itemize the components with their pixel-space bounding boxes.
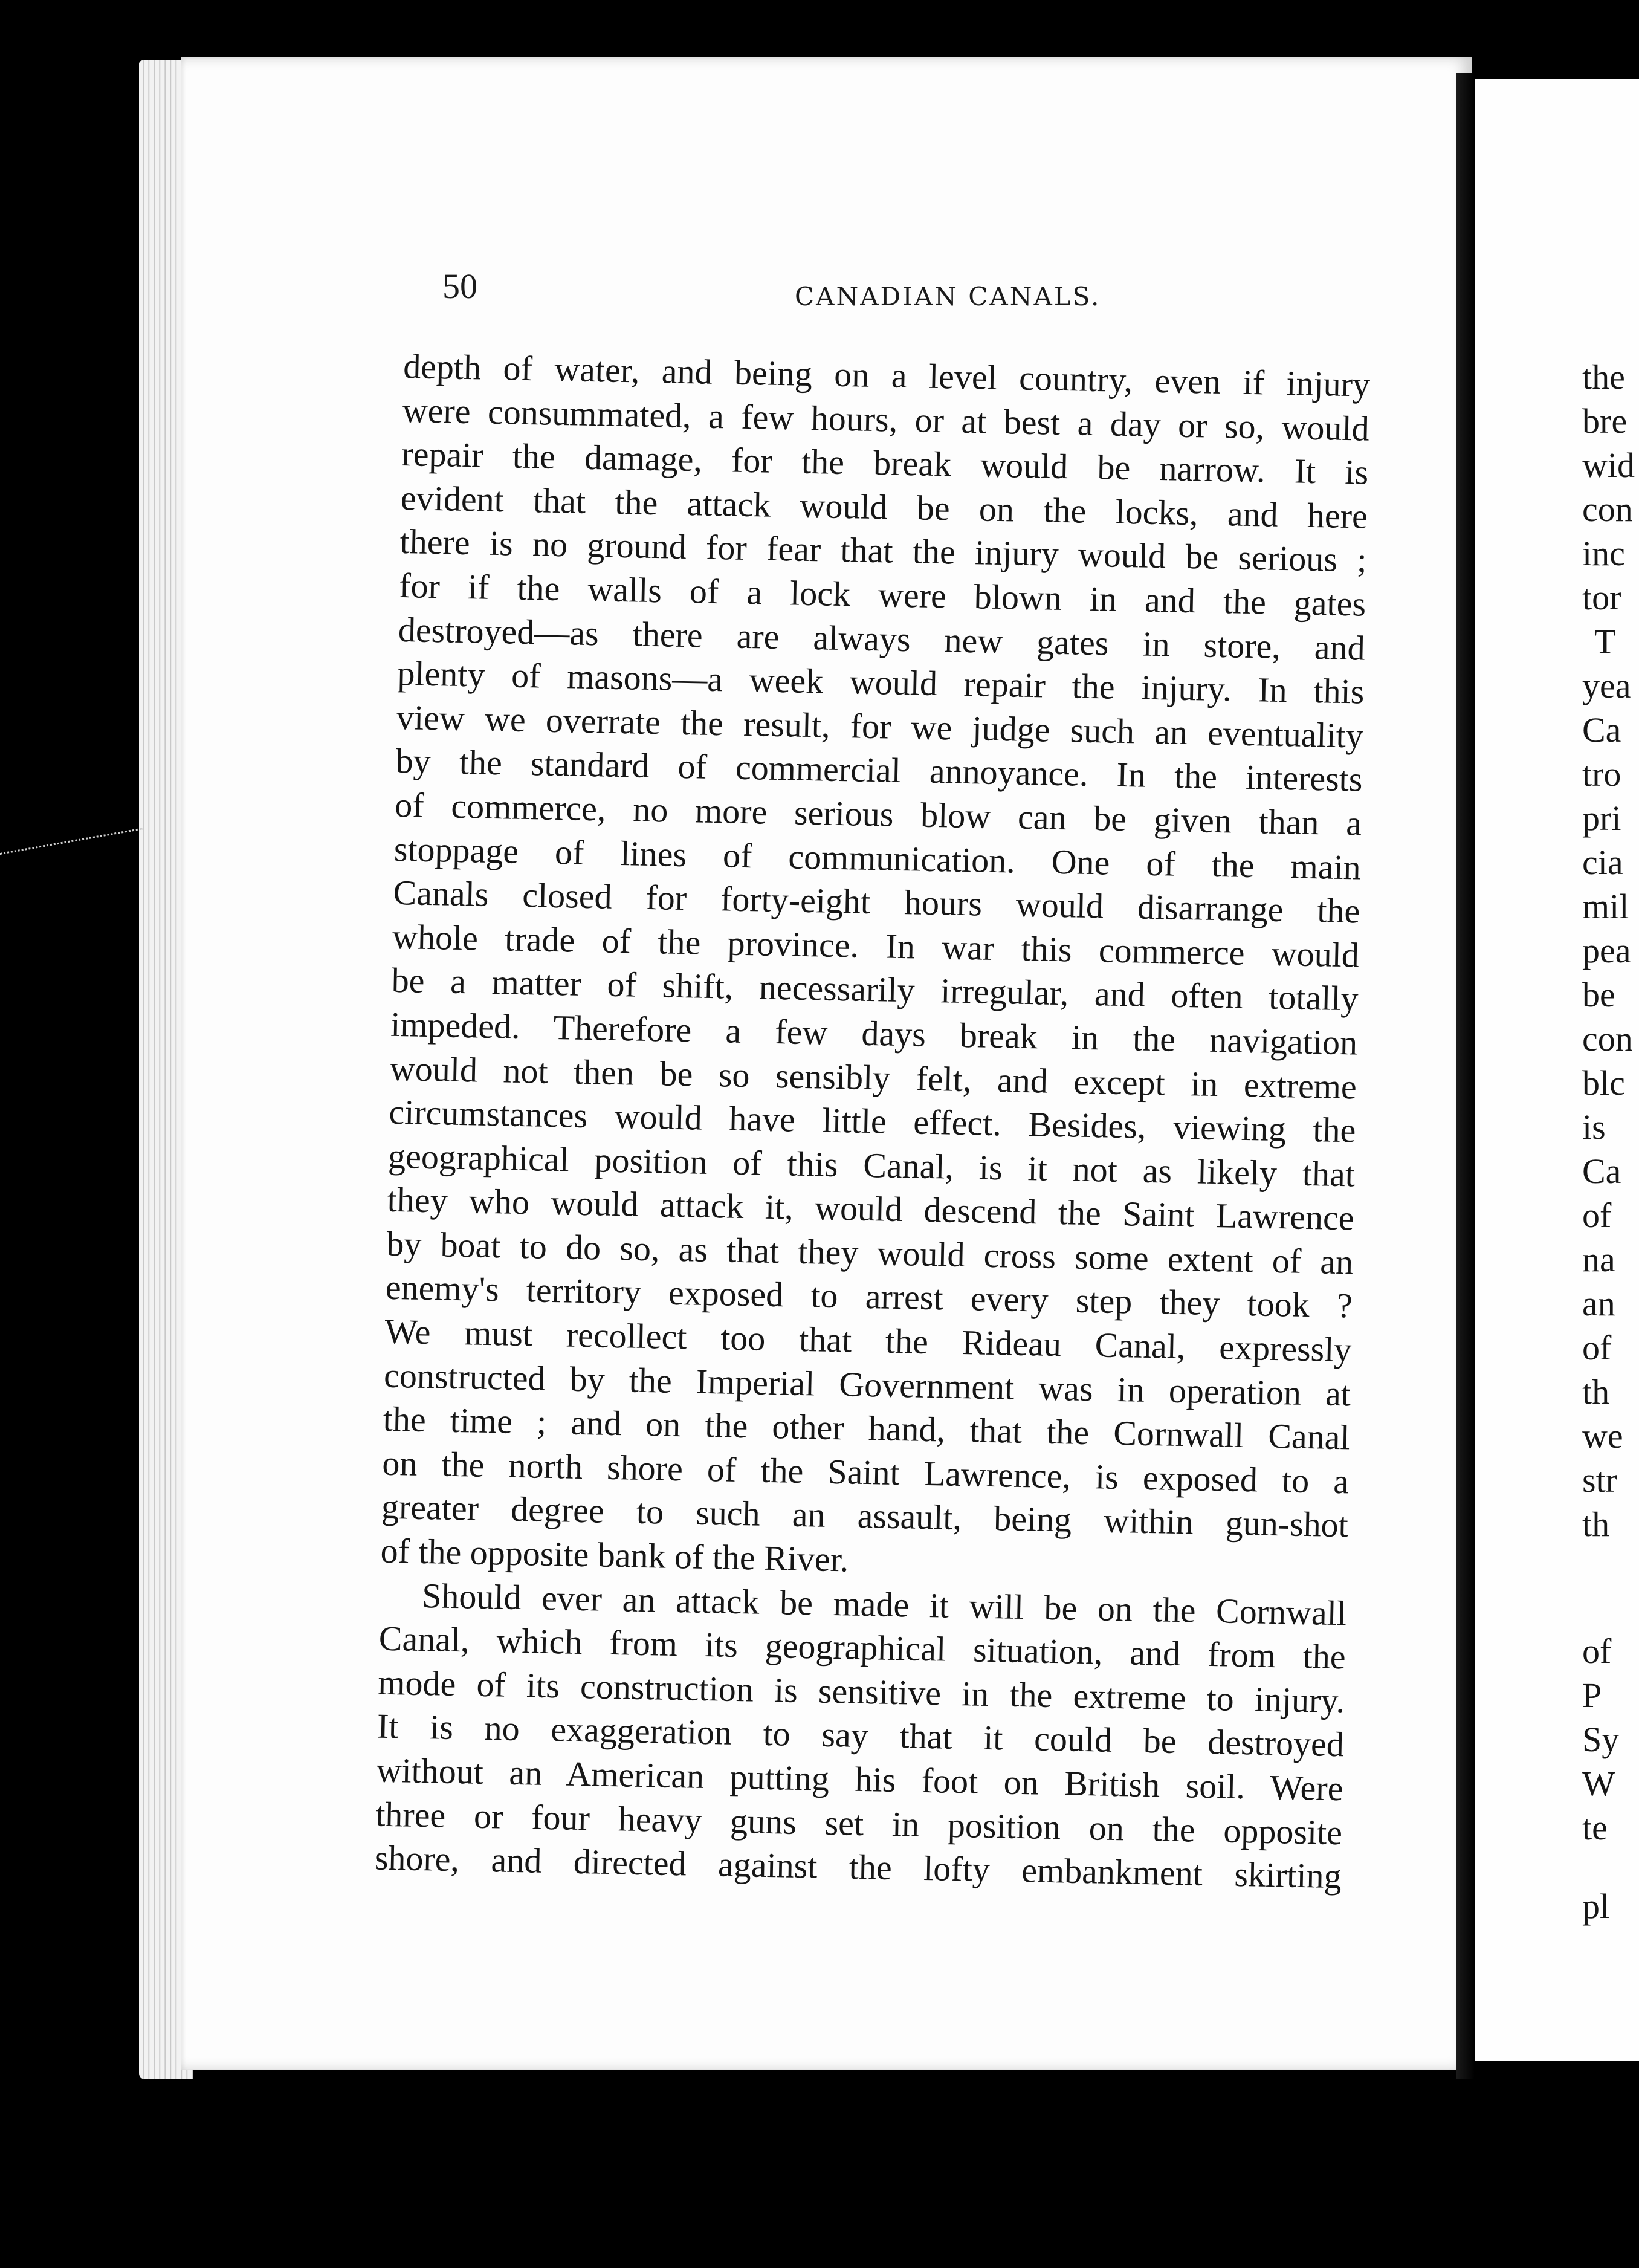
text-line: for if the walls of a lock were blown in and the gates bbox=[398, 565, 1366, 624]
text-line: constructed by the Imperial Government was in operation at bbox=[383, 1355, 1351, 1414]
facing-fragment: mil bbox=[1582, 887, 1629, 926]
facing-fragment: of bbox=[1582, 1196, 1612, 1235]
facing-fragment: inc bbox=[1582, 534, 1625, 573]
text-line: were consummated, a few hours, or at best a day or so, would bbox=[402, 390, 1370, 449]
text-line: repair the damage, for the break would be narrow. It is bbox=[401, 434, 1369, 492]
text-line: plenty of masons—a week would repair the injury. In this bbox=[396, 653, 1365, 711]
body-text bbox=[374, 345, 1370, 1899]
facing-fragment: T bbox=[1594, 622, 1616, 661]
facing-fragment: we bbox=[1582, 1416, 1623, 1456]
text-line: destroyed—as there are always new gates in store, and bbox=[398, 609, 1366, 668]
text-line: they who would attack it, would descend the Saint Lawrence bbox=[387, 1180, 1355, 1238]
text-line: on the north shore of the Saint Lawrence, is exposed to a bbox=[381, 1443, 1350, 1502]
facing-fragment: tro bbox=[1582, 754, 1621, 794]
text-line: there is no ground for fear that the injury would be serious ; bbox=[399, 522, 1368, 580]
facing-fragment: blc bbox=[1582, 1063, 1625, 1103]
facing-fragment: th bbox=[1582, 1372, 1610, 1411]
text-line: by the standard of commercial annoyance. In the interests bbox=[395, 741, 1363, 799]
text-line: Canal, which from its geographical situation, and from the bbox=[378, 1618, 1346, 1677]
running-title bbox=[441, 282, 1408, 311]
facing-fragment: na bbox=[1582, 1240, 1615, 1279]
facing-fragment: tor bbox=[1582, 578, 1621, 617]
facing-fragment: of bbox=[1582, 1631, 1612, 1671]
text-line: would not then be so sensibly felt, and except in extreme bbox=[389, 1048, 1357, 1106]
text-line: Should ever an attack be made it will be on the Cornwall bbox=[421, 1575, 1347, 1633]
facing-fragment: Sy bbox=[1582, 1720, 1620, 1759]
text-line: of commerce, no more serious blow can be given than a bbox=[394, 785, 1362, 843]
facing-fragment: W bbox=[1582, 1764, 1615, 1803]
text-line: stoppage of lines of communication. One of the main bbox=[393, 829, 1362, 887]
facing-fragment: pri bbox=[1582, 799, 1621, 838]
text-line: geographical position of this Canal, is it not as likely that bbox=[387, 1136, 1356, 1194]
text-line: circumstances would have little effect. Besides, viewing the bbox=[389, 1092, 1356, 1150]
facing-fragment: Ca bbox=[1582, 710, 1621, 750]
facing-fragment: pea bbox=[1582, 931, 1631, 970]
facing-fragment: the bbox=[1582, 357, 1625, 397]
facing-fragment: Ca bbox=[1582, 1152, 1621, 1191]
book-gutter bbox=[1456, 73, 1475, 2079]
facing-fragment: str bbox=[1582, 1460, 1617, 1500]
facing-fragment: cia bbox=[1582, 843, 1623, 882]
facing-fragment: an bbox=[1582, 1284, 1615, 1323]
text-line: enemy's territory exposed to arrest every step they took ? bbox=[385, 1268, 1353, 1326]
facing-fragment: be bbox=[1582, 975, 1615, 1014]
text-line: greater degree to such an assault, being within gun-shot bbox=[381, 1487, 1349, 1545]
text-line: without an American putting his foot on British soil. Were bbox=[376, 1750, 1344, 1809]
facing-fragment: con bbox=[1582, 490, 1633, 529]
text-line: by boat to do so, as that they would cross some extent of an bbox=[386, 1223, 1354, 1282]
facing-fragment: te bbox=[1582, 1808, 1608, 1847]
text-line: three or four heavy guns set in position on the opposite bbox=[375, 1794, 1343, 1852]
facing-fragment: is bbox=[1582, 1107, 1606, 1147]
text-line: Canals closed for forty-eight hours would disarrange the bbox=[392, 872, 1360, 931]
text-line: whole trade of the province. In war this commerce would bbox=[392, 916, 1360, 975]
text-line: evident that the attack would be on the locks, and here bbox=[400, 478, 1368, 536]
facing-fragment: pl bbox=[1582, 1887, 1610, 1926]
facing-fragment: yea bbox=[1582, 666, 1631, 705]
text-line: of the opposite bank of the River. bbox=[380, 1531, 849, 1580]
text-line: shore, and directed against the lofty embankment skirting bbox=[374, 1838, 1342, 1896]
text-line: mode of its construction is sensitive in the extreme to injury. bbox=[377, 1662, 1345, 1721]
text-line: the time ; and on the other hand, that the Cornwall Canal bbox=[383, 1399, 1351, 1457]
facing-fragment: of bbox=[1582, 1328, 1612, 1367]
scan-artifact bbox=[0, 828, 146, 872]
text-line: impeded. Therefore a few days break in the navigation bbox=[390, 1004, 1358, 1063]
facing-fragment: P bbox=[1582, 1676, 1602, 1715]
facing-fragment: con bbox=[1582, 1019, 1633, 1058]
text-line: be a matter of shift, necessarily irregular, and often totally bbox=[391, 961, 1359, 1019]
facing-fragment: th bbox=[1582, 1505, 1610, 1544]
text-line: It is no exaggeration to say that it could be destroyed bbox=[377, 1706, 1345, 1764]
text-line: We must recollect too that the Rideau Canal, expressly bbox=[384, 1311, 1352, 1370]
facing-fragment: wid bbox=[1582, 446, 1635, 485]
running-title-text: CANADIAN CANALS. bbox=[795, 282, 1101, 311]
text-line: depth of water, and being on a level country, even if injury bbox=[402, 346, 1371, 404]
page-number: 50 bbox=[442, 267, 477, 306]
text-line: view we overrate the result, for we judge such an eventuality bbox=[396, 697, 1364, 756]
facing-fragment: bre bbox=[1582, 401, 1628, 441]
